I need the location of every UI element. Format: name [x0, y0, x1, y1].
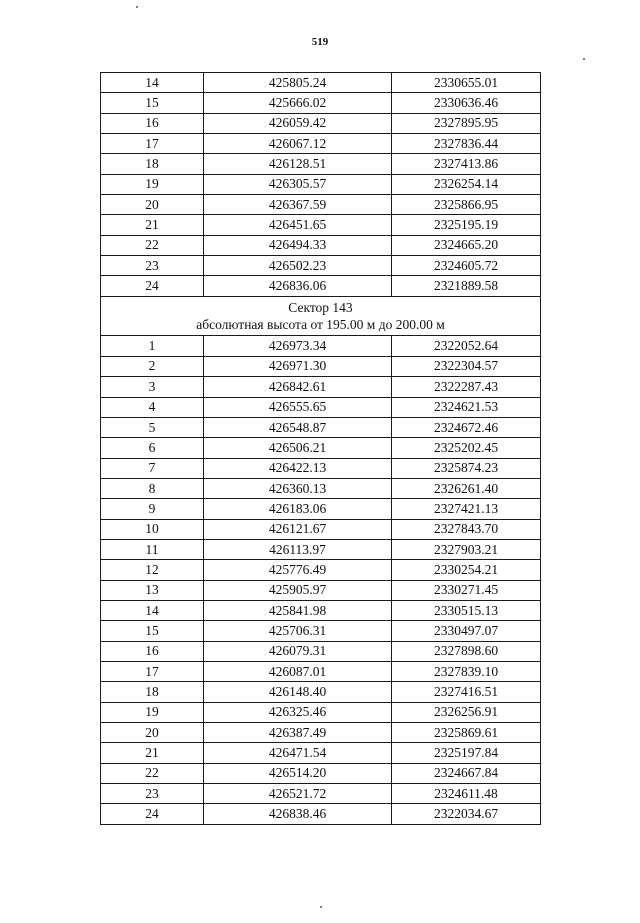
y-coordinate-cell: 2324621.53 — [392, 397, 541, 417]
scan-speck — [583, 58, 585, 60]
point-number-cell: 8 — [101, 478, 204, 498]
point-number-cell: 5 — [101, 417, 204, 437]
point-number-cell: 10 — [101, 519, 204, 539]
point-number-cell: 24 — [101, 276, 204, 296]
y-coordinate-cell: 2330636.46 — [392, 93, 541, 113]
table-row — [101, 256, 541, 276]
point-number-cell: 21 — [101, 215, 204, 235]
x-coordinate-cell: 426113.97 — [204, 539, 392, 559]
table-row — [101, 73, 541, 93]
x-coordinate-cell: 426838.46 — [204, 804, 392, 824]
y-coordinate-cell: 2330497.07 — [392, 621, 541, 641]
y-coordinate-cell: 2330655.01 — [392, 73, 541, 93]
x-coordinate-cell: 426387.49 — [204, 723, 392, 743]
table-row — [101, 743, 541, 763]
point-number-cell: 3 — [101, 377, 204, 397]
point-number-cell: 6 — [101, 438, 204, 458]
point-number-cell: 15 — [101, 93, 204, 113]
point-number-cell: 9 — [101, 499, 204, 519]
table-row — [101, 478, 541, 498]
x-coordinate-cell: 426183.06 — [204, 499, 392, 519]
x-coordinate-cell: 426079.31 — [204, 641, 392, 661]
table-row — [101, 600, 541, 620]
point-number-cell: 15 — [101, 621, 204, 641]
y-coordinate-cell: 2324665.20 — [392, 235, 541, 255]
y-coordinate-cell: 2330254.21 — [392, 560, 541, 580]
y-coordinate-cell: 2325866.95 — [392, 195, 541, 215]
table-row — [101, 235, 541, 255]
sector-subtitle: абсолютная высота от 195.00 м до 200.00 м — [196, 317, 445, 333]
y-coordinate-cell: 2327898.60 — [392, 641, 541, 661]
y-coordinate-cell: 2324667.84 — [392, 763, 541, 783]
table-row — [101, 438, 541, 458]
x-coordinate-cell: 426121.67 — [204, 519, 392, 539]
point-number-cell: 23 — [101, 784, 204, 804]
x-coordinate-cell: 426087.01 — [204, 661, 392, 681]
y-coordinate-cell: 2327839.10 — [392, 661, 541, 681]
x-coordinate-cell: 426555.65 — [204, 397, 392, 417]
x-coordinate-cell: 426325.46 — [204, 702, 392, 722]
y-coordinate-cell: 2325197.84 — [392, 743, 541, 763]
x-coordinate-cell: 426521.72 — [204, 784, 392, 804]
point-number-cell: 13 — [101, 580, 204, 600]
y-coordinate-cell: 2330515.13 — [392, 600, 541, 620]
table-row — [101, 499, 541, 519]
sector-header-group — [101, 296, 541, 336]
rows-before-group — [101, 73, 541, 297]
table-row — [101, 641, 541, 661]
y-coordinate-cell: 2322034.67 — [392, 804, 541, 824]
scan-speck — [136, 6, 138, 8]
x-coordinate-cell: 425706.31 — [204, 621, 392, 641]
x-coordinate-cell: 426548.87 — [204, 417, 392, 437]
y-coordinate-cell: 2321889.58 — [392, 276, 541, 296]
coordinates-table — [100, 72, 541, 825]
table-row — [101, 702, 541, 722]
point-number-cell: 7 — [101, 458, 204, 478]
point-number-cell: 22 — [101, 763, 204, 783]
x-coordinate-cell: 426128.51 — [204, 154, 392, 174]
y-coordinate-cell: 2327416.51 — [392, 682, 541, 702]
table-row — [101, 682, 541, 702]
y-coordinate-cell: 2325869.61 — [392, 723, 541, 743]
x-coordinate-cell: 426367.59 — [204, 195, 392, 215]
point-number-cell: 20 — [101, 723, 204, 743]
x-coordinate-cell: 425805.24 — [204, 73, 392, 93]
point-number-cell: 14 — [101, 600, 204, 620]
table-row — [101, 723, 541, 743]
x-coordinate-cell: 426502.23 — [204, 256, 392, 276]
table-row — [101, 195, 541, 215]
y-coordinate-cell: 2327421.13 — [392, 499, 541, 519]
x-coordinate-cell: 426305.57 — [204, 174, 392, 194]
page-number: 519 — [311, 36, 329, 48]
point-number-cell: 22 — [101, 235, 204, 255]
x-coordinate-cell: 426842.61 — [204, 377, 392, 397]
point-number-cell: 16 — [101, 641, 204, 661]
y-coordinate-cell: 2326256.91 — [392, 702, 541, 722]
x-coordinate-cell: 426451.65 — [204, 215, 392, 235]
sector-header-cell — [101, 296, 541, 336]
table-row — [101, 377, 541, 397]
y-coordinate-cell: 2324672.46 — [392, 417, 541, 437]
point-number-cell: 17 — [101, 134, 204, 154]
y-coordinate-cell: 2326261.40 — [392, 478, 541, 498]
x-coordinate-cell: 426494.33 — [204, 235, 392, 255]
x-coordinate-cell: 426514.20 — [204, 763, 392, 783]
point-number-cell: 14 — [101, 73, 204, 93]
table-row — [101, 336, 541, 356]
rows-after-group — [101, 336, 541, 824]
y-coordinate-cell: 2325202.45 — [392, 438, 541, 458]
y-coordinate-cell: 2327843.70 — [392, 519, 541, 539]
x-coordinate-cell: 426067.12 — [204, 134, 392, 154]
y-coordinate-cell: 2322052.64 — [392, 336, 541, 356]
y-coordinate-cell: 2327413.86 — [392, 154, 541, 174]
y-coordinate-cell: 2322304.57 — [392, 356, 541, 376]
table-row — [101, 215, 541, 235]
y-coordinate-cell: 2326254.14 — [392, 174, 541, 194]
table-row — [101, 134, 541, 154]
x-coordinate-cell: 426148.40 — [204, 682, 392, 702]
table-row — [101, 154, 541, 174]
point-number-cell: 24 — [101, 804, 204, 824]
table-row — [101, 113, 541, 133]
table-row — [101, 784, 541, 804]
scan-speck — [320, 906, 322, 908]
x-coordinate-cell: 426836.06 — [204, 276, 392, 296]
point-number-cell: 1 — [101, 336, 204, 356]
point-number-cell: 12 — [101, 560, 204, 580]
point-number-cell: 21 — [101, 743, 204, 763]
sector-title: Сектор 143 — [288, 300, 353, 316]
y-coordinate-cell: 2327836.44 — [392, 134, 541, 154]
table-row — [101, 458, 541, 478]
table-row — [101, 763, 541, 783]
x-coordinate-cell: 426971.30 — [204, 356, 392, 376]
table-row — [101, 174, 541, 194]
y-coordinate-cell: 2325874.23 — [392, 458, 541, 478]
point-number-cell: 4 — [101, 397, 204, 417]
point-number-cell: 2 — [101, 356, 204, 376]
y-coordinate-cell: 2324605.72 — [392, 256, 541, 276]
table-row — [101, 560, 541, 580]
table-row — [101, 661, 541, 681]
x-coordinate-cell: 425776.49 — [204, 560, 392, 580]
y-coordinate-cell: 2324611.48 — [392, 784, 541, 804]
table-row — [101, 539, 541, 559]
table-row — [101, 417, 541, 437]
table-row — [101, 93, 541, 113]
y-coordinate-cell: 2325195.19 — [392, 215, 541, 235]
sector-header-row — [101, 296, 541, 336]
x-coordinate-cell: 426471.54 — [204, 743, 392, 763]
y-coordinate-cell: 2327903.21 — [392, 539, 541, 559]
table-row — [101, 397, 541, 417]
y-coordinate-cell: 2327895.95 — [392, 113, 541, 133]
point-number-cell: 11 — [101, 539, 204, 559]
x-coordinate-cell: 426422.13 — [204, 458, 392, 478]
table-row — [101, 804, 541, 824]
table-row — [101, 621, 541, 641]
point-number-cell: 23 — [101, 256, 204, 276]
x-coordinate-cell: 425666.02 — [204, 93, 392, 113]
table-row — [101, 356, 541, 376]
table-row — [101, 519, 541, 539]
x-coordinate-cell: 426506.21 — [204, 438, 392, 458]
point-number-cell: 18 — [101, 154, 204, 174]
table-row — [101, 580, 541, 600]
x-coordinate-cell: 426973.34 — [204, 336, 392, 356]
x-coordinate-cell: 426360.13 — [204, 478, 392, 498]
y-coordinate-cell: 2322287.43 — [392, 377, 541, 397]
point-number-cell: 20 — [101, 195, 204, 215]
x-coordinate-cell: 425905.97 — [204, 580, 392, 600]
point-number-cell: 19 — [101, 174, 204, 194]
point-number-cell: 16 — [101, 113, 204, 133]
x-coordinate-cell: 425841.98 — [204, 600, 392, 620]
point-number-cell: 19 — [101, 702, 204, 722]
x-coordinate-cell: 426059.42 — [204, 113, 392, 133]
point-number-cell: 18 — [101, 682, 204, 702]
table-row — [101, 276, 541, 296]
y-coordinate-cell: 2330271.45 — [392, 580, 541, 600]
point-number-cell: 17 — [101, 661, 204, 681]
